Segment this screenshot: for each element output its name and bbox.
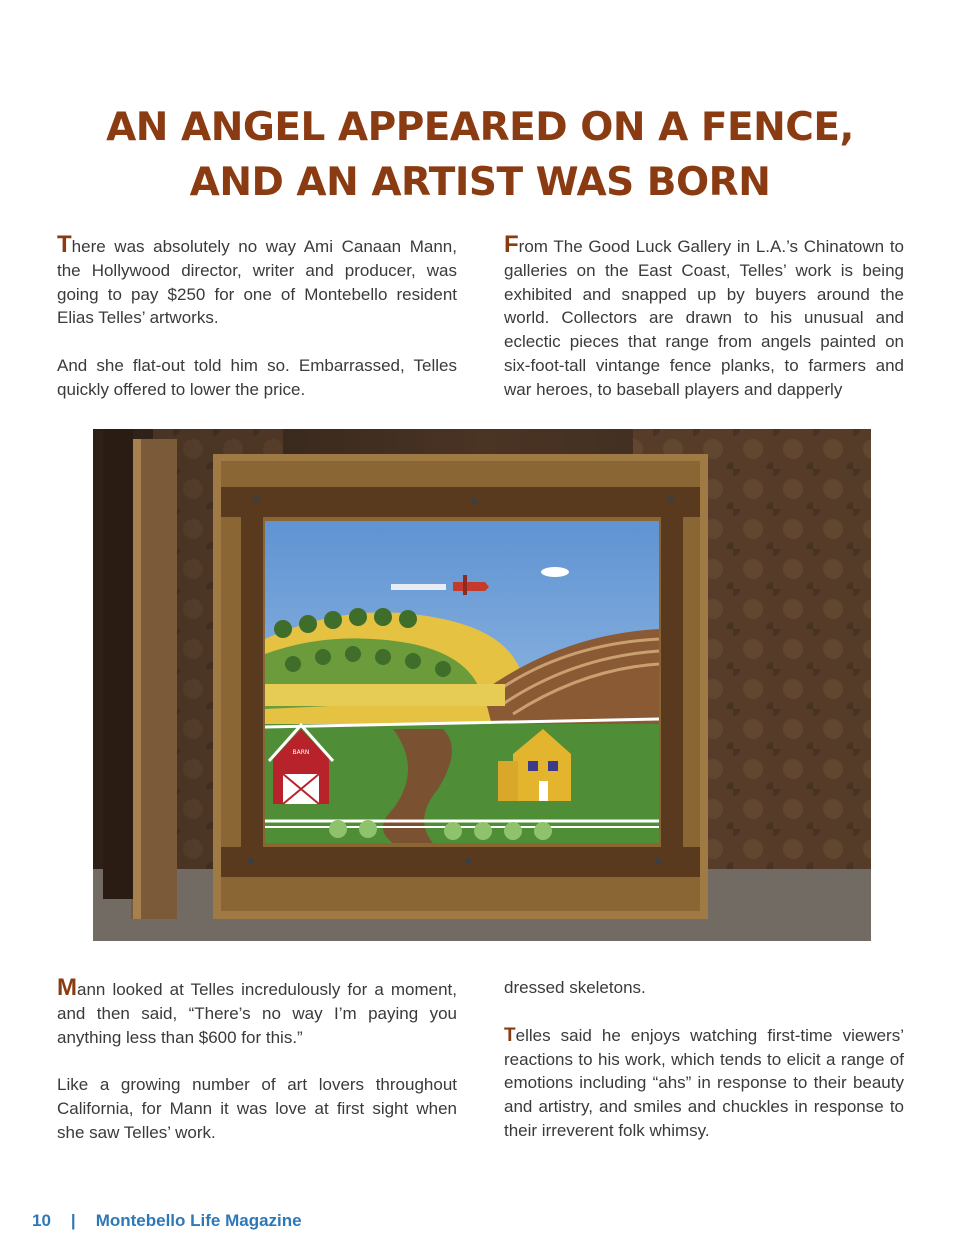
- column-bottom-left: [57, 976, 457, 1169]
- paragraph: Like a growing number of art lovers throughout California, for Mann it was love at first sight when she saw Telles’ work.: [57, 1075, 457, 1142]
- barn-sign: BARN: [292, 749, 310, 756]
- paragraph: [57, 233, 457, 330]
- drop-cap: F: [504, 231, 519, 258]
- folk-art-painting-photo: [93, 429, 871, 941]
- paragraph-text: elles said he enjoys watching first-time viewers’ reactions to his work, which tends to elicit a range of emotions including “ahs” in response to their beauty and artistry, and smiles and chuckles in response to their irreverent folk whimsy.: [504, 1025, 904, 1140]
- title-line-1: AN ANGEL APPEARED ON A FENCE,: [106, 105, 854, 150]
- paragraph: [57, 976, 457, 1049]
- drop-cap: T: [57, 231, 72, 258]
- drop-cap: M: [57, 974, 77, 1001]
- column-top-right: [504, 233, 904, 426]
- column-top-left: [57, 233, 457, 426]
- paragraph-text: here was absolutely no way Ami Canaan Mann, the Hollywood director, writer and producer, was going to pay $250 for one of Montebello resident Elias Telles’ artworks.: [57, 237, 457, 328]
- paragraph: dressed skeletons.: [504, 978, 646, 997]
- title-line-2: AND AN ARTIST WAS BORN: [189, 160, 771, 205]
- footer-separator: |: [70, 1211, 76, 1230]
- paragraph-text: rom The Good Luck Gallery in L.A.’s Chinatown to galleries on the East Coast, Telles’ work is being exhibited and snapped up by buyers around the world. Collectors are drawn to his unusual and eclectic pieces that range from angels painted on six-foot-tall vintange fence planks, to farmers and war heroes, to baseball players and dapperly: [504, 237, 904, 399]
- page-number: 10: [32, 1211, 51, 1230]
- magazine-name: Montebello Life Magazine: [95, 1211, 302, 1230]
- paragraph: And she flat-out told him so. Embarrassed, Telles quickly offered to lower the price.: [57, 356, 457, 399]
- paragraph: [504, 1024, 904, 1143]
- article-title: [0, 100, 960, 210]
- column-bottom-right: [504, 976, 904, 1167]
- paragraph: [504, 233, 904, 402]
- page-footer: [32, 1211, 302, 1231]
- drop-cap: T: [504, 1024, 516, 1046]
- paragraph-text: ann looked at Telles incredulously for a moment, and then said, “There’s no way I’m paying you anything less than $600 for this.”: [57, 980, 457, 1047]
